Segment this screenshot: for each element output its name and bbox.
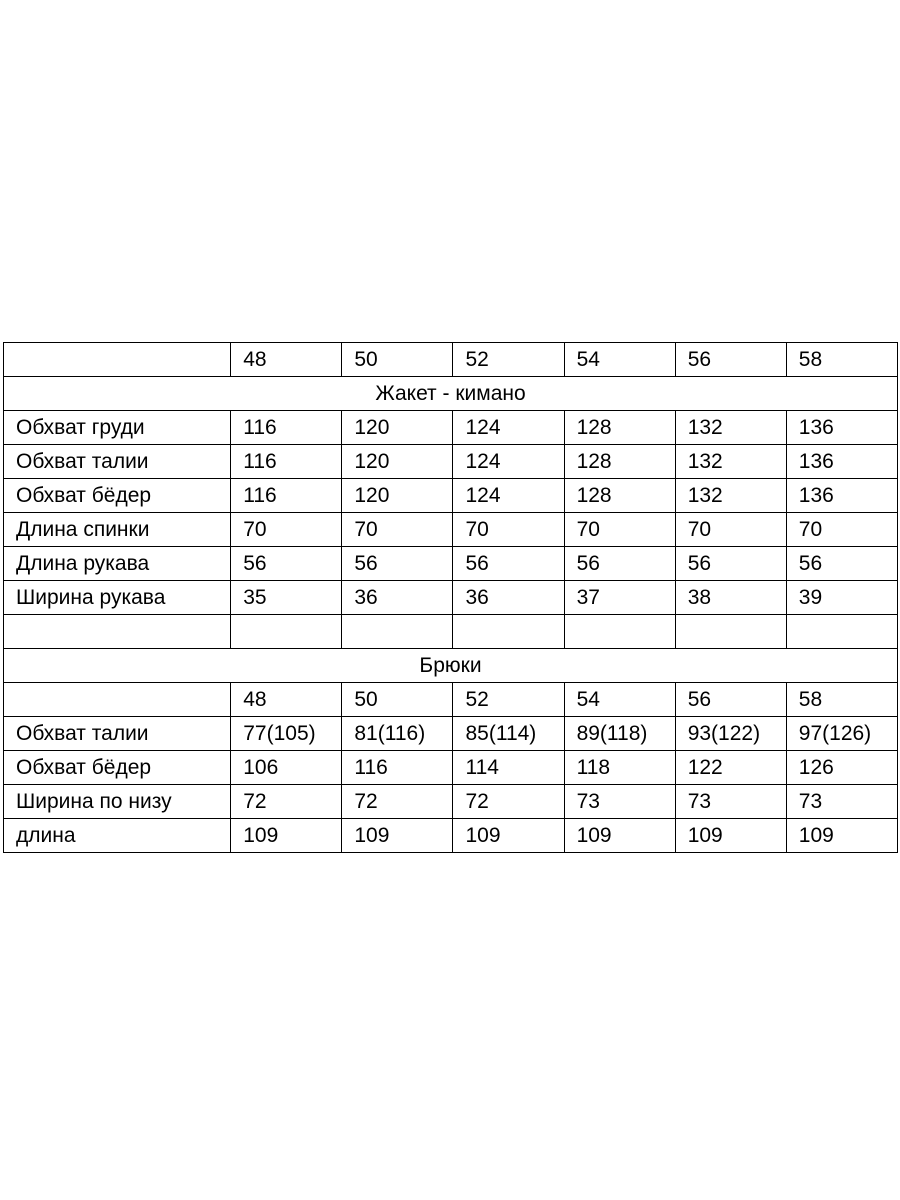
value-cell: 136 — [786, 479, 897, 513]
corner-cell — [4, 343, 231, 377]
value-cell: 70 — [675, 513, 786, 547]
jacket-title-row — [4, 377, 898, 411]
jacket-sizes-row — [4, 343, 898, 377]
row-label: Длина спинки — [4, 513, 231, 547]
value-cell: 126 — [786, 751, 897, 785]
value-cell: 70 — [453, 513, 564, 547]
value-cell: 36 — [342, 581, 453, 615]
value-cell: 136 — [786, 411, 897, 445]
value-cell: 56 — [342, 547, 453, 581]
value-cell: 109 — [231, 819, 342, 853]
size-header-cell: 50 — [342, 343, 453, 377]
value-cell: 109 — [786, 819, 897, 853]
value-cell: 124 — [453, 479, 564, 513]
empty-cell — [564, 615, 675, 649]
value-cell: 120 — [342, 479, 453, 513]
value-cell: 73 — [564, 785, 675, 819]
value-cell: 109 — [675, 819, 786, 853]
row-label: длина — [4, 819, 231, 853]
size-header-cell: 48 — [231, 683, 342, 717]
value-cell: 116 — [342, 751, 453, 785]
size-header-cell: 50 — [342, 683, 453, 717]
row-label: Ширина рукава — [4, 581, 231, 615]
value-cell: 81(116) — [342, 717, 453, 751]
size-header-cell: 52 — [453, 343, 564, 377]
table-row — [4, 411, 898, 445]
table-row — [4, 479, 898, 513]
table-row — [4, 717, 898, 751]
value-cell: 77(105) — [231, 717, 342, 751]
empty-cell — [786, 615, 897, 649]
empty-cell — [675, 615, 786, 649]
value-cell: 116 — [231, 411, 342, 445]
value-cell: 56 — [675, 547, 786, 581]
row-label: Длина рукава — [4, 547, 231, 581]
value-cell: 124 — [453, 445, 564, 479]
size-header-cell: 58 — [786, 683, 897, 717]
table-row — [4, 445, 898, 479]
value-cell: 70 — [231, 513, 342, 547]
value-cell: 120 — [342, 445, 453, 479]
size-header-cell: 48 — [231, 343, 342, 377]
row-label: Обхват талии — [4, 445, 231, 479]
trousers-sizes-row — [4, 683, 898, 717]
size-chart-table — [3, 342, 898, 853]
size-header-cell: 54 — [564, 343, 675, 377]
size-header-cell: 52 — [453, 683, 564, 717]
value-cell: 109 — [453, 819, 564, 853]
value-cell: 109 — [564, 819, 675, 853]
empty-cell — [231, 615, 342, 649]
value-cell: 124 — [453, 411, 564, 445]
value-cell: 38 — [675, 581, 786, 615]
row-label: Обхват груди — [4, 411, 231, 445]
empty-cell — [4, 615, 231, 649]
value-cell: 132 — [675, 479, 786, 513]
value-cell: 132 — [675, 411, 786, 445]
value-cell: 116 — [231, 445, 342, 479]
row-label: Обхват бёдер — [4, 751, 231, 785]
value-cell: 56 — [564, 547, 675, 581]
table-row — [4, 785, 898, 819]
value-cell: 72 — [453, 785, 564, 819]
value-cell: 116 — [231, 479, 342, 513]
value-cell: 93(122) — [675, 717, 786, 751]
table-row — [4, 547, 898, 581]
value-cell: 106 — [231, 751, 342, 785]
value-cell: 128 — [564, 445, 675, 479]
value-cell: 128 — [564, 411, 675, 445]
value-cell: 70 — [786, 513, 897, 547]
value-cell: 72 — [342, 785, 453, 819]
value-cell: 118 — [564, 751, 675, 785]
value-cell: 97(126) — [786, 717, 897, 751]
value-cell: 70 — [564, 513, 675, 547]
value-cell: 37 — [564, 581, 675, 615]
table-row — [4, 581, 898, 615]
value-cell: 122 — [675, 751, 786, 785]
empty-row — [4, 615, 898, 649]
value-cell: 132 — [675, 445, 786, 479]
value-cell: 70 — [342, 513, 453, 547]
value-cell: 73 — [675, 785, 786, 819]
value-cell: 36 — [453, 581, 564, 615]
size-header-cell: 56 — [675, 343, 786, 377]
value-cell: 120 — [342, 411, 453, 445]
size-header-cell: 54 — [564, 683, 675, 717]
value-cell: 56 — [453, 547, 564, 581]
value-cell: 136 — [786, 445, 897, 479]
value-cell: 72 — [231, 785, 342, 819]
value-cell: 35 — [231, 581, 342, 615]
table-row — [4, 819, 898, 853]
row-label: Ширина по низу — [4, 785, 231, 819]
section-title-jacket: Жакет - кимано — [4, 377, 898, 411]
size-header-cell: 58 — [786, 343, 897, 377]
row-label: Обхват бёдер — [4, 479, 231, 513]
value-cell: 85(114) — [453, 717, 564, 751]
value-cell: 89(118) — [564, 717, 675, 751]
corner-cell — [4, 683, 231, 717]
value-cell: 109 — [342, 819, 453, 853]
value-cell: 128 — [564, 479, 675, 513]
value-cell: 39 — [786, 581, 897, 615]
row-label: Обхват талии — [4, 717, 231, 751]
value-cell: 56 — [231, 547, 342, 581]
section-title-trousers: Брюки — [4, 649, 898, 683]
value-cell: 56 — [786, 547, 897, 581]
value-cell: 73 — [786, 785, 897, 819]
table-row — [4, 751, 898, 785]
size-header-cell: 56 — [675, 683, 786, 717]
value-cell: 114 — [453, 751, 564, 785]
trousers-title-row — [4, 649, 898, 683]
empty-cell — [453, 615, 564, 649]
empty-cell — [342, 615, 453, 649]
table-row — [4, 513, 898, 547]
